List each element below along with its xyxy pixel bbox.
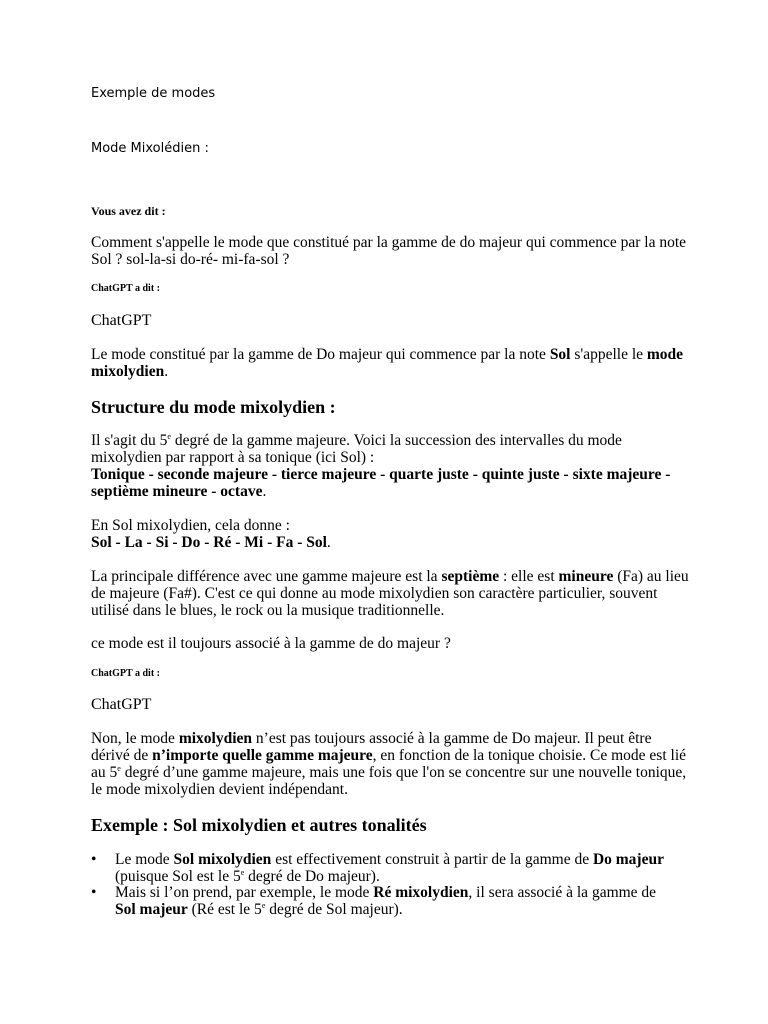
answer-intro-text-2: s'appelle le — [570, 346, 647, 363]
difference-text-1: La principale différence avec une gamme majeure est la — [91, 568, 442, 585]
li2-text-1: Mais si l’on prend, par exemple, le mode — [115, 884, 374, 901]
answer-2-mixolydien: mixolydien — [178, 730, 253, 747]
structure-paragraph — [91, 432, 691, 500]
sol-notes: Sol - La - Si - Do - Ré - Mi - Fa - Sol — [91, 534, 327, 551]
sol-end: . — [326, 534, 331, 551]
answer-2-sup: e — [117, 763, 121, 773]
structure-text-2: degré de la gamme majeure. Voici la succession des intervalles du mode mixolydien par rapport à sa tonique (ici Sol) : — [91, 432, 622, 466]
difference-text-3: (Fa) au lieu de majeure (Fa#). C'est ce qui donne au mode mixolydien son caractère particulier, souvent utilisé dans le blues, le rock ou la musique traditionnelle. — [91, 568, 689, 619]
structure-heading: Structure du mode mixolydien : — [91, 397, 336, 417]
answer-intro — [91, 346, 691, 380]
difference-mineure: mineure — [558, 568, 614, 585]
intervals-list: Tonique - seconde majeure - tierce majeure - quarte juste - quinte juste - sixte majeure - septième mineure - octave — [91, 466, 671, 500]
user-question-1: Comment s'appelle le mode que constitué par la gamme de do majeur qui commence par la note Sol ? sol-la-si do-ré- mi-fa-sol ? — [91, 234, 687, 268]
li1-text-2: est effectivement construit à partir de la gamme de — [271, 851, 593, 868]
answer-intro-mode: mode mixolydien — [91, 346, 684, 380]
answer-2-text-3: , en fonction de la tonique choisie. Ce mode est lié au 5 — [91, 747, 687, 781]
li2-sup: e — [261, 900, 266, 910]
li1-sup: e — [240, 867, 245, 877]
li2-text-3: (Ré est le 5 — [187, 901, 262, 918]
chatgpt-said-label-2: ChatGPT a dit : — [91, 668, 160, 679]
li2-text-2: , il sera associé à la gamme de — [468, 884, 657, 901]
sol-mixolydian-paragraph — [91, 517, 691, 551]
answer-intro-end: . — [164, 363, 169, 380]
structure-sup: e — [167, 431, 171, 441]
bullet-icon: • — [91, 851, 97, 868]
answer-2-paragraph — [91, 730, 691, 798]
chatgpt-name-2: ChatGPT — [91, 696, 152, 713]
li1-bold-1: Sol mixolydien — [173, 851, 272, 868]
answer-2-text-1: Non, le mode — [91, 730, 179, 747]
user-said-label: Vous avez dit : — [91, 204, 166, 218]
bullet-icon: • — [91, 884, 97, 901]
document-title: Exemple de modes — [91, 86, 216, 101]
example-heading: Exemple : Sol mixolydien et autres tonalités — [91, 815, 427, 835]
answer-2-text-4: degré d’une gamme majeure, mais une fois que l'on se concentre sur une nouvelle tonique, le mode mixolydien devient indépendant. — [91, 764, 687, 798]
sol-intro: En Sol mixolydien, cela donne : — [91, 517, 290, 534]
answer-2-text-2: n’est pas toujours associé à la gamme de Do majeur. Il peut être dérivé de — [91, 730, 652, 764]
answer-intro-sol: Sol — [549, 346, 571, 363]
difference-paragraph — [91, 568, 691, 619]
difference-text-2: : elle est — [499, 568, 559, 585]
li2-text-4: degré de Sol majeur). — [265, 901, 403, 918]
li1-text-4: degré de Do majeur). — [244, 868, 380, 885]
difference-septieme: septième — [441, 568, 500, 585]
structure-text-1: Il s'agit du 5 — [91, 432, 168, 449]
li1-text-3: (puisque Sol est le 5 — [115, 868, 241, 885]
li1-bold-2: Do majeur — [592, 851, 664, 868]
answer-intro-text: Le mode constitué par la gamme de Do majeur qui commence par la note — [91, 346, 550, 363]
li2-bold-1: Ré mixolydien — [373, 884, 469, 901]
li1-text-1: Le mode — [115, 851, 174, 868]
intervals-end: . — [262, 483, 267, 500]
mode-label: Mode Mixolédien : — [91, 141, 209, 156]
list-item — [91, 851, 675, 885]
chatgpt-name: ChatGPT — [91, 312, 152, 329]
list-item — [91, 884, 675, 918]
li2-bold-2: Sol majeur — [115, 901, 188, 918]
user-question-2: ce mode est il toujours associé à la gamme de do majeur ? — [91, 635, 451, 652]
chatgpt-said-label: ChatGPT a dit : — [91, 283, 160, 294]
answer-2-any-scale: n’importe quelle gamme majeure — [152, 747, 373, 764]
